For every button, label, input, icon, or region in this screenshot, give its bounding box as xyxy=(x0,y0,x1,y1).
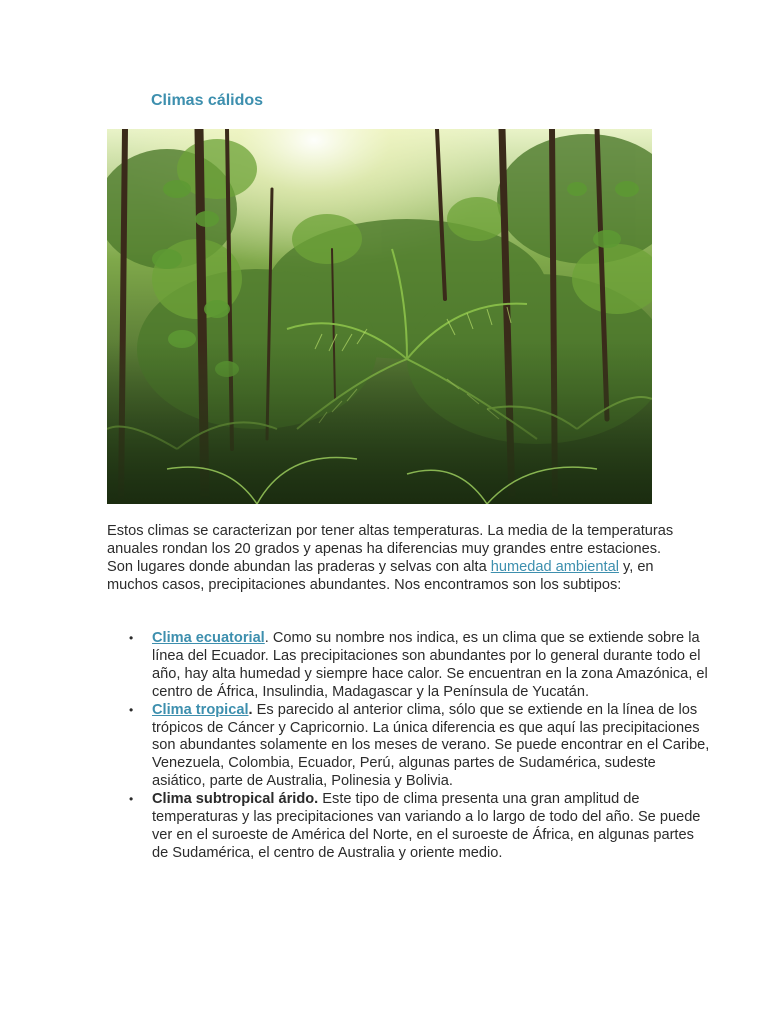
list-item-text: Como su nombre nos indica, es un clima que se extiende sobre la línea del Ecuador. Las precipitaciones son abundantes por lo general durante todo el año, hay alta humedad y siempre hace calor. Se encuentran en la zona Amazónica, el centro de África, Insulindia, Madagascar y la Península de Yucatán. xyxy=(152,630,708,700)
intro-text-before: Estos climas se caracterizan por tener altas temperaturas. La media de la temperaturas anuales rondan los 20 grados y apenas ha diferencias muy grandes entre estaciones. Son lugares donde abundan las praderas y selvas con alta xyxy=(107,523,674,575)
list-item-punct: . xyxy=(264,630,269,646)
clima-ecuatorial-link[interactable]: Clima ecuatorial xyxy=(152,630,265,646)
list-item-punct: . xyxy=(248,701,253,718)
humedad-ambiental-link[interactable]: humedad ambiental xyxy=(490,558,619,575)
list-item-text: Este tipo de clima presenta una gran amplitud de temperaturas y las precipitaciones van variando a lo largo de todo del año. Se puede ver en el suroeste de América del Norte, en el suroeste de África, en algunas partes de Sudamérica, el centro de Australia y oriente medio. xyxy=(152,791,701,861)
bullet-icon: • xyxy=(129,792,134,807)
intro-text-after: y, en muchos casos, precipitaciones abundantes. Nos encontramos son los subtipos: xyxy=(107,558,654,593)
list-item xyxy=(129,630,712,702)
list-item-text: Es parecido al anterior clima, sólo que se extiende en la línea de los trópicos de Cáncer y Capricornio. La única diferencia es que aquí las precipitaciones son abundantes solamente en los meses de verano. Se puede encontrar en el Caribe, Venezuela, Colombia, Ecuador, Perú, algunas partes de Sudamérica, sudeste asiático, parte de Australia, Polinesia y Bolivia. xyxy=(152,701,710,790)
list-item xyxy=(129,701,712,792)
intro-paragraph xyxy=(107,523,677,595)
clima-tropical-link[interactable]: Clima tropical xyxy=(152,701,249,718)
bullet-icon: • xyxy=(129,631,134,645)
list-item xyxy=(129,791,712,863)
bullet-icon: • xyxy=(129,702,134,717)
subtypes-list xyxy=(107,630,712,863)
clima-subtropical-arido-term: Clima subtropical árido. xyxy=(152,791,319,808)
section-heading: Climas cálidos xyxy=(151,92,264,109)
rainforest-photo xyxy=(107,129,652,504)
